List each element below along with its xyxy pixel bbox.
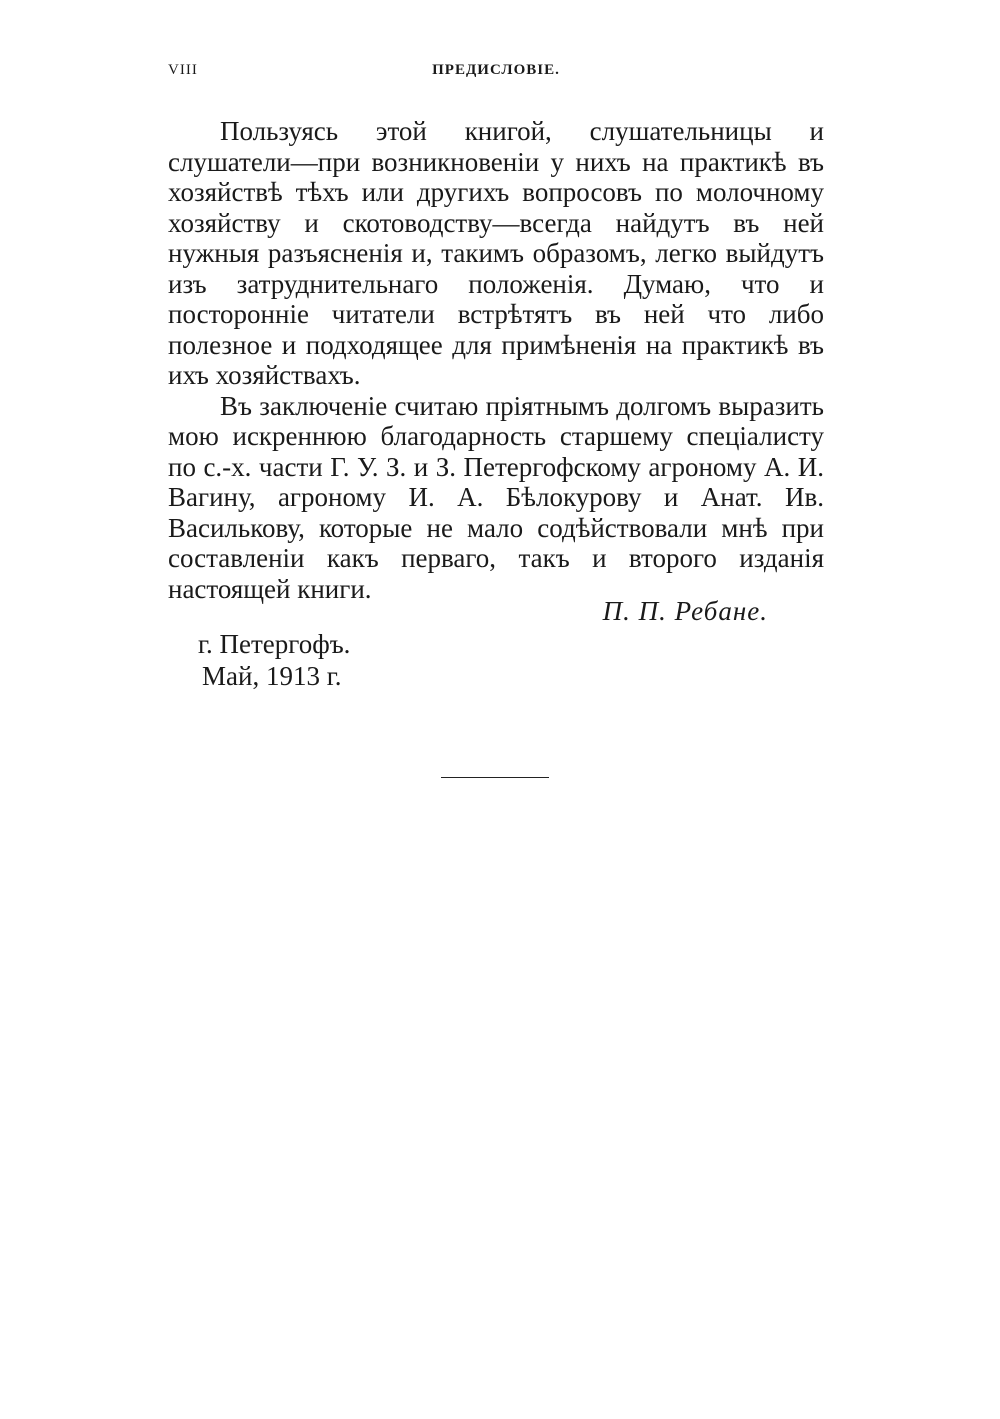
author-signature: П. П. Ребане. <box>602 596 768 626</box>
end-rule-divider <box>441 777 549 778</box>
place-and-date <box>198 628 350 692</box>
date-line: Май, 1913 г. <box>202 661 342 691</box>
place-line: г. Петергофъ. <box>198 629 351 659</box>
preface-body <box>168 116 824 604</box>
page-number: VIII <box>168 62 198 78</box>
paragraph-1: Пользуясь этой книгой, слушательницы и слушатели—при возникновеніи у нихъ на практикѣ въ хозяйствѣ тѣхъ или другихъ вопросовъ по молочному хозяйству и скотоводству—всегда найдутъ въ ней нужныя разъясненія и, такимъ образомъ, легко выйдутъ изъ затруднительнаго положенія. Думаю, что и посторонніе читатели встрѣтятъ въ ней что либо полезное и подходящее для примѣненія на практикѣ въ ихъ хозяйствахъ. <box>168 116 824 390</box>
running-title: ПРЕДИСЛОВІЕ. <box>432 62 560 78</box>
running-head <box>168 62 824 84</box>
paragraph-2: Въ заключеніе считаю пріятнымъ долгомъ выразить мою искреннюю благодарность старшему спеціалисту по с.-х. части Г. У. З. и З. Петергофскому агроному А. И. Вагину, агроному И. А. Бѣлокурову и Анат. Ив. Василькову, которые не мало содѣйствовали мнѣ при составленіи какъ перваго, такъ и второго изданія настоящей книги. <box>168 390 824 604</box>
